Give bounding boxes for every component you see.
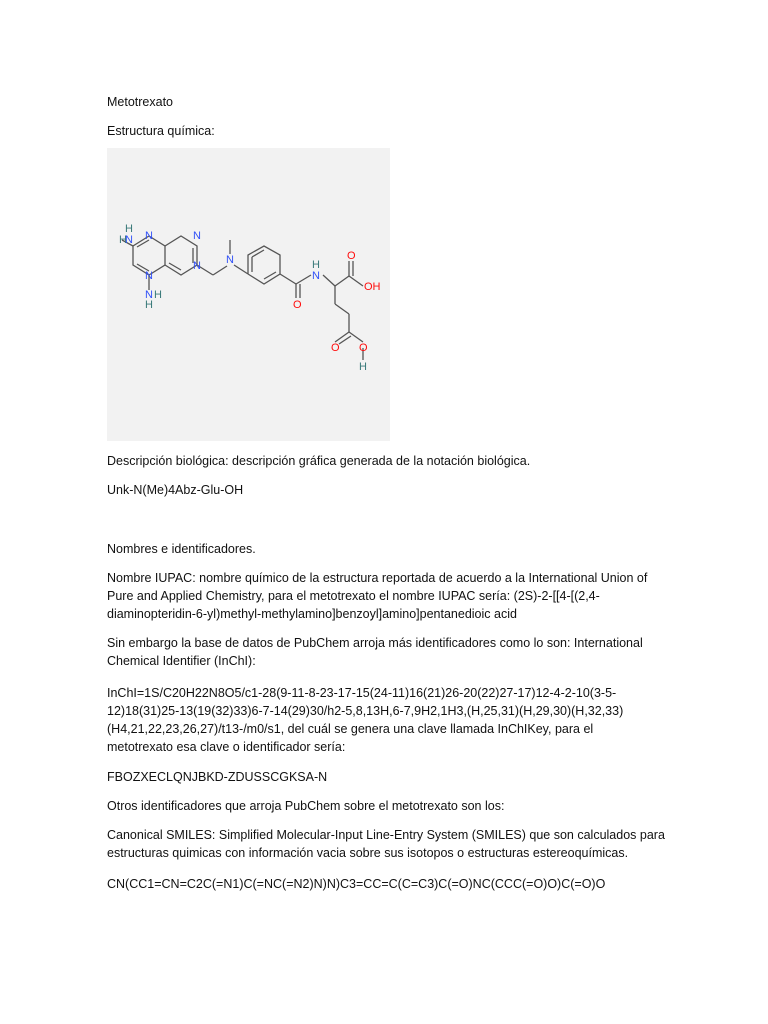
- pubchem-line: Sin embargo la base de datos de PubChem arroja más identificadores como lo son: International: [107, 636, 643, 650]
- atom-label: H: [145, 299, 153, 311]
- atom-label: O: [293, 299, 302, 311]
- atom-label: N: [145, 289, 153, 301]
- atom-label: H: [359, 361, 367, 373]
- iupac-line: diaminopteridin-6-yl)methyl-methylamino]benzoyl]amino]pentanedioic acid: [107, 607, 517, 621]
- atom-label: N: [145, 270, 153, 282]
- pubchem-paragraph: [107, 634, 667, 670]
- inchi-paragraph: [107, 684, 667, 756]
- bio-description: Descripción biológica: descripción gráfica generada de la notación biológica.: [107, 454, 531, 468]
- atom-label: O: [359, 342, 368, 354]
- doc-title: Metotrexato: [107, 95, 174, 109]
- bio-notation: Unk-N(Me)4Abz-Glu-OH: [107, 483, 244, 497]
- atom-label: O: [347, 250, 356, 262]
- iupac-line: Nombre IUPAC: nombre químico de la estructura reportada de acuerdo a la International Union of: [107, 571, 648, 585]
- smiles-paragraph: [107, 826, 667, 862]
- inchi-line: (H4,21,22,23,26,27)/t13-/m0/s1, del cuál se genera una clave llamada InChIKey, para el: [107, 722, 594, 736]
- atom-label: N: [125, 234, 133, 246]
- names-heading: Nombres e identificadores.: [107, 542, 256, 556]
- pubchem-line: Chemical Identifier (InChI):: [107, 654, 256, 668]
- other-ids-heading: Otros identificadores que arroja PubChem sobre el metotrexato son los:: [107, 799, 505, 813]
- atom-label: N: [226, 254, 234, 266]
- inchi-line: InChI=1S/C20H22N8O5/c1-28(9-11-8-23-17-15(24-11)16(21)26-20(22)27-17)12-4-2-10(3-5-: [107, 686, 617, 700]
- structure-heading: Estructura química:: [107, 124, 215, 138]
- atom-label: N: [145, 230, 153, 242]
- atom-label: N: [193, 260, 201, 272]
- iupac-paragraph: [107, 569, 667, 623]
- atom-label: N: [312, 270, 320, 282]
- smiles-string: CN(CC1=CN=C2C(=N1)C(=NC(=N2)N)N)C3=CC=C(C=C3)C(=O)NC(CCC(=O)O)C(=O)O: [107, 877, 606, 891]
- atom-label: H: [154, 289, 162, 301]
- atom-label: H: [125, 223, 133, 235]
- inchikey: FBOZXECLQNJBKD-ZDUSSCGKSA-N: [107, 770, 328, 784]
- iupac-line: Pure and Applied Chemistry, para el metotrexato el nombre IUPAC sería: (2S)-2-[[4-[(2,4-: [107, 589, 600, 603]
- inchi-line: 12)18(31)25-13(19(32)33)6-7-14(29)30/h2-5,8,13H,6-7,9H2,1H3,(H,25,31)(H,29,30)(H,32,33): [107, 704, 624, 718]
- atom-label: H: [119, 234, 127, 246]
- smiles-desc-line: estructuras quimicas con información vacia sobre sus isotopos o estructuras estereoquímicas.: [107, 846, 629, 860]
- inchi-line: metotrexato esa clave o identificador sería:: [107, 740, 346, 754]
- chemical-structure-image: [107, 148, 390, 441]
- atom-label: H: [312, 259, 320, 271]
- smiles-desc-line: Canonical SMILES: Simplified Molecular-Input Line-Entry System (SMILES) que son calculados para: [107, 828, 665, 842]
- atom-label: O: [331, 342, 340, 354]
- atom-label: N: [193, 230, 201, 242]
- atom-label: OH: [364, 281, 381, 293]
